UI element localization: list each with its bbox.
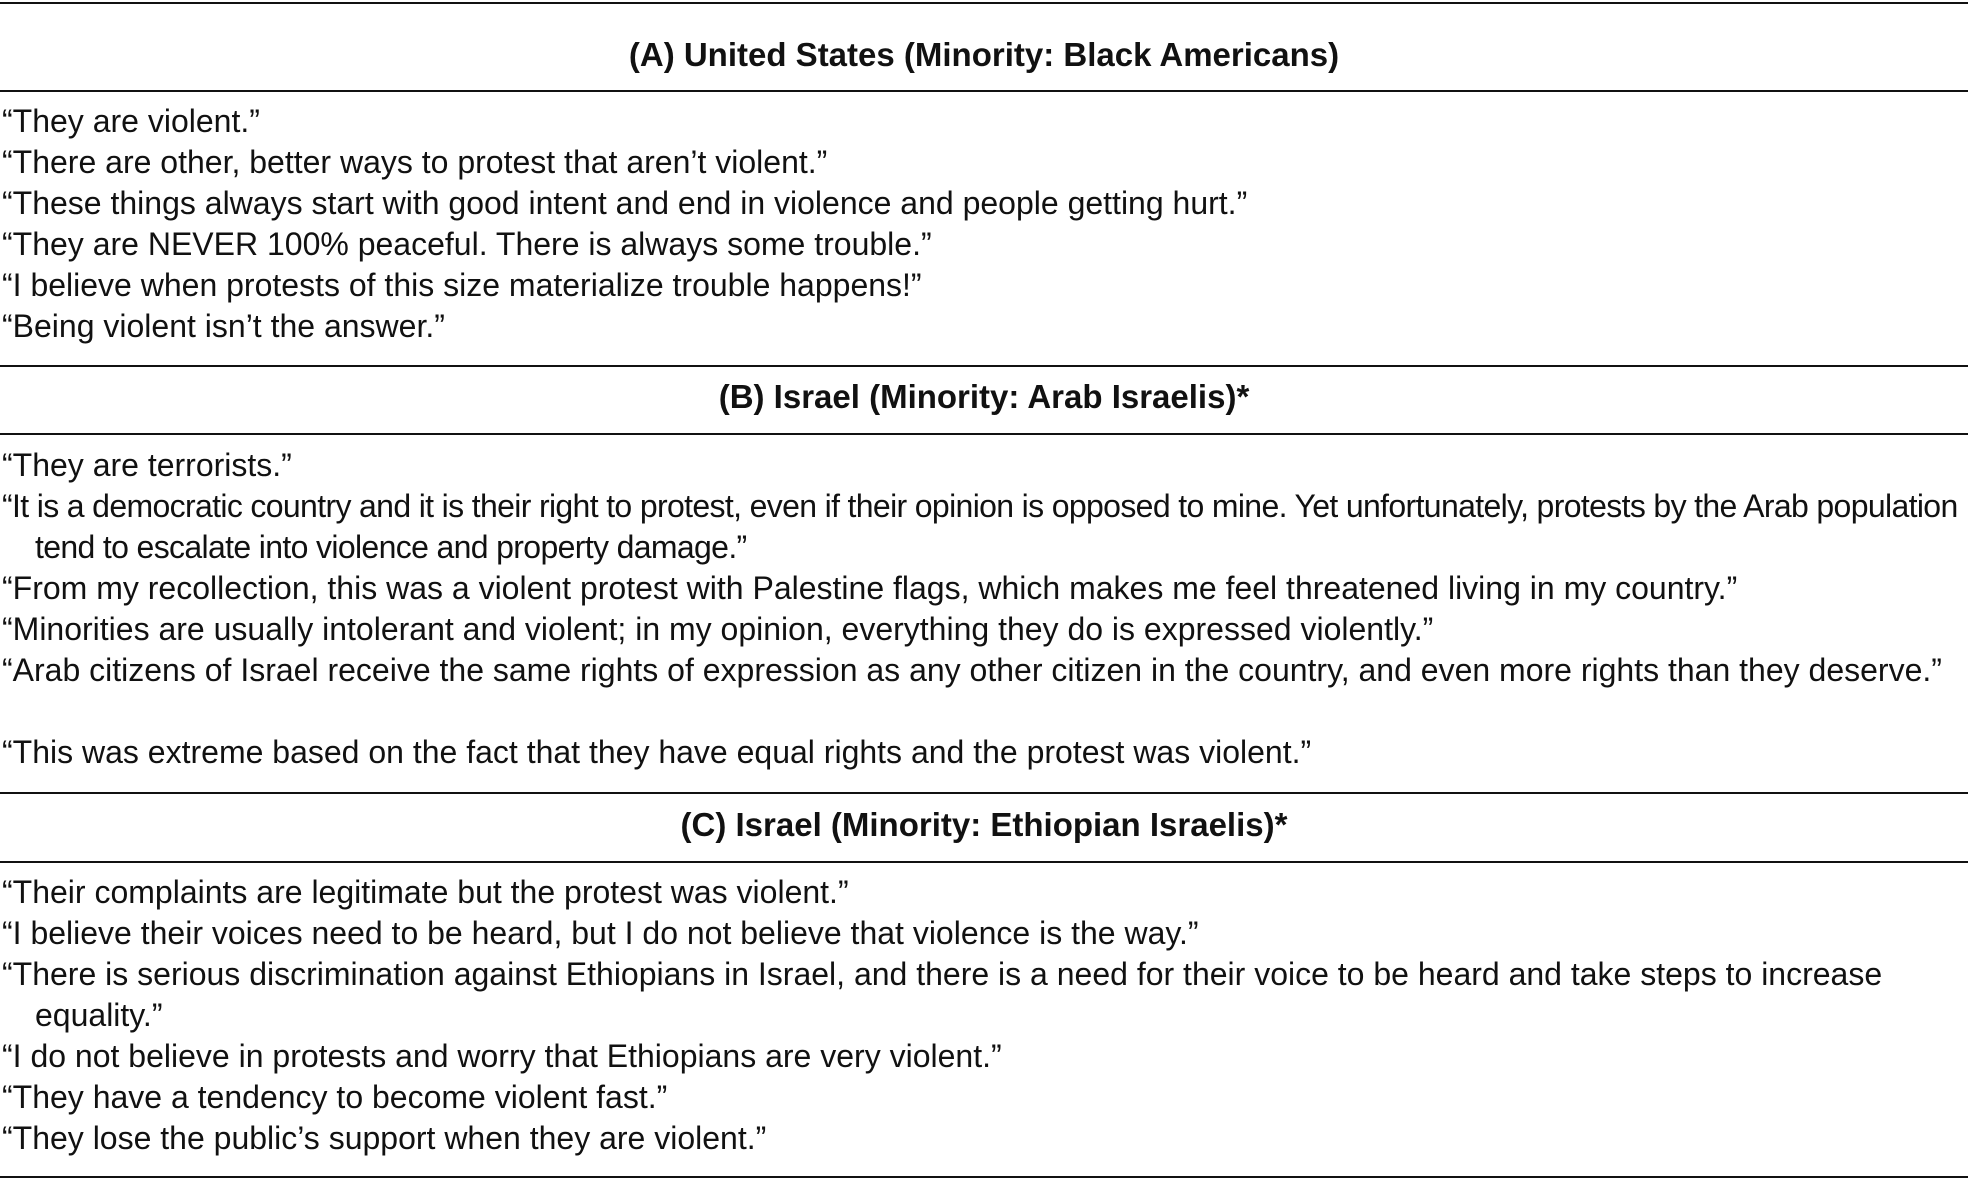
section-a-quote-3: “These things always start with good intent and end in violence and people getting hurt.” bbox=[2, 185, 1248, 221]
section-c-quote-4: “I do not believe in protests and worry that Ethiopians are very violent.” bbox=[2, 1038, 1002, 1074]
section-b-quote-5: “Arab citizens of Israel receive the same rights of expression as any other citizen in the country, and even more rights than they deserve.” bbox=[2, 652, 1942, 688]
section-c-quote-2: “I believe their voices need to be heard, but I do not believe that violence is the way.” bbox=[2, 915, 1199, 951]
section-c-quote-1: “Their complaints are legitimate but the protest was violent.” bbox=[2, 874, 849, 910]
section-b-quote-2: “It is a democratic country and it is their right to protest, even if their opinion is opposed to mine. Yet unfortunately, protests by the Arab population tend to escalate into violence and property damage.” bbox=[2, 488, 1958, 565]
section-c-quote-3: “There is serious discrimination against Ethiopians in Israel, and there is a need for their voice to be heard and take steps to increase equality.” bbox=[2, 956, 1883, 1033]
section-a-heading-rule bbox=[0, 90, 1968, 92]
section-a-quote-6: “Being violent isn’t the answer.” bbox=[2, 308, 445, 344]
section-c-heading-rule bbox=[0, 861, 1968, 863]
section-a-quote-1: “They are violent.” bbox=[2, 103, 260, 139]
section-a-quote-4: “They are NEVER 100% peaceful. There is always some trouble.” bbox=[2, 226, 932, 262]
section-b-quote-3: “From my recollection, this was a violent protest with Palestine flags, which makes me feel threatened living in my country.” bbox=[2, 570, 1738, 606]
section-c-top-rule bbox=[0, 792, 1968, 794]
section-a-quote-5: “I believe when protests of this size materialize trouble happens!” bbox=[2, 267, 922, 303]
section-b-quote-4: “Minorities are usually intolerant and violent; in my opinion, everything they do is expressed violently.” bbox=[2, 611, 1434, 647]
section-b-heading-rule bbox=[0, 433, 1968, 435]
section-c-quote-5: “They have a tendency to become violent fast.” bbox=[2, 1079, 668, 1115]
table-bottom-rule bbox=[0, 1176, 1968, 1178]
section-b-quote-1: “They are terrorists.” bbox=[2, 447, 292, 483]
section-b-top-rule bbox=[0, 365, 1968, 367]
table-top-rule bbox=[0, 2, 1968, 4]
section-b-heading: (B) Israel (Minority: Arab Israelis)* bbox=[718, 378, 1250, 415]
section-c-quote-6: “They lose the public’s support when they are violent.” bbox=[2, 1120, 767, 1156]
section-c-heading: (C) Israel (Minority: Ethiopian Israelis)* bbox=[680, 806, 1288, 843]
section-b-quote-6: “This was extreme based on the fact that they have equal rights and the protest was violent.” bbox=[2, 734, 1312, 770]
section-a-heading: (A) United States (Minority: Black Americans) bbox=[628, 36, 1340, 73]
section-a-quote-2: “There are other, better ways to protest that aren’t violent.” bbox=[2, 144, 828, 180]
